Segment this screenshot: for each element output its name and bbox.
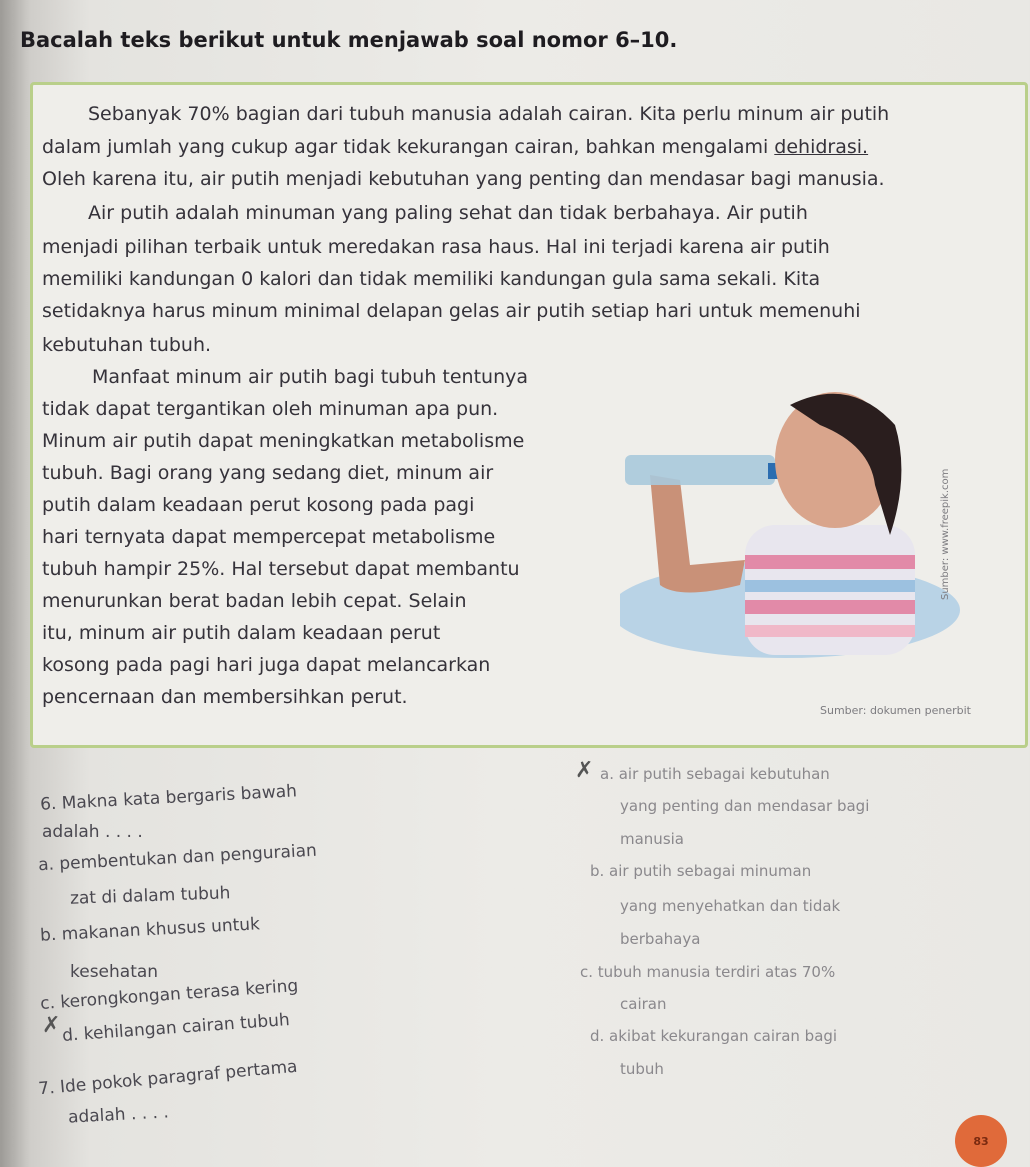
passage-line [42, 686, 408, 708]
passage-line-text: tidak dapat tergantikan oleh minuman apa pun. [42, 398, 499, 420]
cross-mark-icon: ✗ [575, 758, 594, 783]
passage-line [42, 300, 861, 322]
passage-line-text: menjadi pilihan terbaik untuk meredakan rasa haus. Hal ini terjadi karena air putih [42, 236, 830, 258]
question-line: b. makanan khusus untuk [39, 914, 261, 946]
passage-line [42, 494, 474, 516]
passage-line-text: dalam jumlah yang cukup agar tidak kekurangan cairan, bahkan mengalami [42, 136, 769, 158]
question-line: c. tubuh manusia terdiri atas 70% [580, 963, 836, 981]
cross-mark-icon: ✗ [42, 1013, 61, 1038]
passage-line-text: kosong pada pagi hari juga dapat melancarkan [42, 654, 491, 676]
passage-line [42, 168, 885, 190]
passage-line-text: Sebanyak 70% bagian dari tubuh manusia adalah cairan. Kita perlu minum air putih [88, 103, 890, 125]
passage-line-text: setidaknya harus minum minimal delapan gelas air putih setiap hari untuk memenuhi [42, 300, 861, 322]
passage-line [42, 590, 467, 612]
instruction-heading: Bacalah teks berikut untuk menjawab soal nomor 6–10. [20, 28, 678, 52]
image-credit: Sumber: www.freepik.com [940, 468, 951, 600]
passage-line-text: Oleh karena itu, air putih menjadi kebutuhan yang penting dan mendasar bagi manusia. [42, 168, 885, 190]
passage-line-text: tubuh. Bagi orang yang sedang diet, minum air [42, 462, 494, 484]
question-line: kesehatan [70, 962, 159, 982]
passage-line-text: pencernaan dan membersihkan perut. [42, 686, 408, 708]
passage-line [42, 430, 524, 452]
passage-line-text: hari ternyata dapat mempercepat metabolisme [42, 526, 496, 548]
question-line: a. air putih sebagai kebutuhan [600, 765, 830, 783]
underlined-word: dehidrasi. [774, 136, 869, 158]
question-line: 6. Makna kata bergaris bawah [39, 781, 298, 815]
question-line: b. air putih sebagai minuman [590, 862, 812, 880]
question-line: tubuh [620, 1060, 664, 1078]
passage-line [42, 526, 495, 548]
page-number: 83 [955, 1115, 1007, 1167]
passage-line-text: Manfaat minum air putih bagi tubuh tentunya [92, 366, 529, 388]
passage-line [42, 398, 498, 420]
passage-line [88, 103, 889, 125]
question-line: berbahaya [620, 930, 701, 948]
passage-line [92, 366, 528, 388]
passage-line [42, 558, 520, 580]
question-line: yang menyehatkan dan tidak [620, 897, 841, 915]
question-line: cairan [620, 995, 667, 1013]
passage-line-text: Minum air putih dapat meningkatkan metabolisme [42, 430, 525, 452]
passage-line [42, 334, 211, 356]
question-line: d. kehilangan cairan tubuh [61, 1010, 291, 1046]
question-line: c. kerongkongan terasa kering [39, 976, 299, 1014]
passage-line [42, 236, 830, 258]
girl-drinking-illustration [620, 385, 960, 675]
passage-line-text: menurunkan berat badan lebih cepat. Selain [42, 590, 467, 612]
passage-line-text: itu, minum air putih dalam keadaan perut [42, 622, 441, 644]
question-line: a. pembentukan dan penguraian [37, 840, 318, 876]
question-line: adalah . . . . [67, 1102, 170, 1128]
question-line: manusia [620, 830, 684, 848]
passage-line [42, 654, 490, 676]
question-line: yang penting dan mendasar bagi [620, 797, 870, 815]
passage-line-text: kebutuhan tubuh. [42, 334, 212, 356]
question-line: zat di dalam tubuh [69, 883, 231, 909]
image-caption: Sumber: dokumen penerbit [820, 704, 971, 717]
question-line: d. akibat kekurangan cairan bagi [590, 1027, 838, 1045]
passage-line [42, 462, 493, 484]
question-line: 7. Ide pokok paragraf pertama [37, 1056, 299, 1100]
passage-line [42, 268, 820, 290]
question-line: adalah . . . . [42, 822, 143, 842]
passage-line-text: Air putih adalah minuman yang paling sehat dan tidak berbahaya. Air putih [88, 202, 808, 224]
passage-line-text: putih dalam keadaan perut kosong pada pagi [42, 494, 475, 516]
passage-line [42, 622, 440, 644]
passage-line [42, 136, 868, 158]
passage-line-text: tubuh hampir 25%. Hal tersebut dapat membantu [42, 558, 520, 580]
passage-line-text: memiliki kandungan 0 kalori dan tidak memiliki kandungan gula sama sekali. Kita [42, 268, 821, 290]
passage-line [88, 202, 808, 224]
